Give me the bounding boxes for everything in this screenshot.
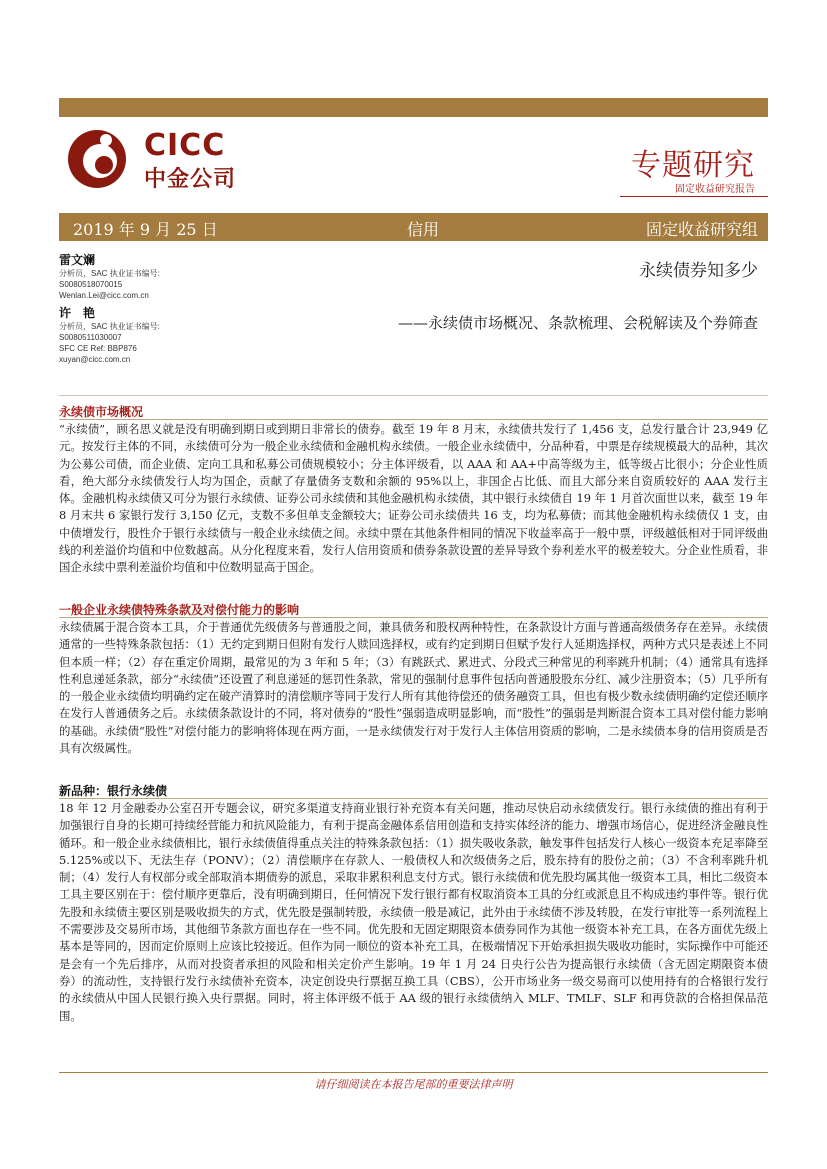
info-band: [59, 213, 768, 241]
author-card: [59, 305, 279, 365]
section-body: 永续债属于混合资本工具，介于普通优先级债务与普通股之间，兼具债务和股权两种特性，在条款设计方面与普通高级债务存在差异。永续债通常的一些特殊条款包括：（1）无约定到期日但附有发行人赎回选择权，或有约定到期日但赋予发行人延期选择权，两种方式只是表述上不同但本质一样；（2）存在重定价周期，最常见的为 3 年和 5 年；（3）有跳跃式、累进式、分段式三种常见的利率跳升机制；（4）通常具有选择性利息递延条款，部分“永续债”还设置了利息递延的惩罚性条款，常见的强制付息事件包括向普通股股东分红、减少注册资本；（5）几乎所有的一般企业永续债均明确约定在破产清算时的清偿顺序等同于发行人所有其他待偿还的债务融资工具，但也有极少数永续债明确约定偿还顺序在发行人普通债务之后。永续债条款设计的不同，将对债券的“股性”强弱造成明显影响，而“股性”的强弱是判断混合资本工具对偿付能力影响的基础。永续债“股性”对偿付能力的影响将体现在两方面，一是永续债发行对于发行人主体信用资质的影响，二是永续债本身的信用资质是否具有次级属性。: [59, 620, 768, 756]
cicc-logo-icon: [66, 128, 128, 190]
author-cert: S0080511030007: [59, 333, 122, 342]
report-category: 信用: [407, 220, 440, 239]
section-rule: [59, 419, 768, 420]
footer-rule: [59, 1072, 768, 1073]
report-type: 专题研究: [631, 148, 755, 183]
research-group: 固定收益研究组: [645, 220, 758, 239]
section-heading: 新品种：银行永续债: [59, 784, 168, 798]
subtype-rule: [620, 196, 768, 197]
report-title: 永续债券知多少: [639, 261, 758, 281]
author-role: 分析员，SAC 执业证书编号:: [59, 269, 160, 278]
author-name: 许 艳: [59, 306, 96, 320]
author-name: 雷文斓: [59, 253, 96, 267]
logo-text-cn: 中金公司: [144, 167, 237, 192]
report-date: 2019 年 9 月 25 日: [73, 220, 218, 239]
report-subtype: 固定收益研究报告: [675, 184, 755, 195]
section-heading: 一般企业永续债特殊条款及对偿付能力的影响: [59, 603, 300, 617]
header-separator: [59, 395, 768, 396]
author-card: [59, 252, 279, 301]
section-rule: [59, 798, 768, 799]
author-cert: S0080518070015: [59, 280, 123, 289]
report-subtitle: ——永续债市场概况、条款梳理、会税解读及个券筛查: [397, 314, 758, 332]
cicc-logo: [66, 128, 256, 190]
author-email[interactable]: Wenlan.Lei@cicc.com.cn: [59, 291, 149, 300]
author-email[interactable]: xuyan@cicc.com.cn: [59, 355, 131, 364]
top-decor-bar: [59, 98, 768, 117]
legal-notice[interactable]: 请仔细阅读在本报告尾部的重要法律声明: [314, 1078, 513, 1091]
author-list: [59, 252, 279, 369]
author-role: 分析员，SAC 执业证书编号:: [59, 322, 160, 331]
section-heading: 永续债市场概况: [59, 405, 144, 419]
logo-text-en: CICC: [144, 128, 226, 163]
section-rule: [59, 617, 768, 618]
section-body: “永续债”，顾名思义就是没有明确到期日或到期日非常长的债券。截至 19 年 8 月末，永续债共发行了 1,456 支，总发行量合计 23,949 亿元。按发行主体的不同，永续债可分为一般企业永续债和金融机构永续债。一般企业永续债中，分品种看，中票是存续规模最大的品种，其次为公募公司债，而企业债、定向工具和私募公司债规模较小；分主体评级看，以 AAA 和 AA+中高等级为主，低等级占比很小；分企业性质看，绝大部分永续债发行人均为国企，贡献了存量债务支数和余额的 95%以上，非国企占比低、而且大部分来自资质较好的 AAA 发行主体。金融机构永续债又可分为银行永续债、证券公司永续债和其他金融机构永续债，其中银行永续债自 19 年 1 月首次面世以来，截至 19 年 8 月末共 6 家银行发行 3,150 亿元，支数不多但单支金额较大；证券公司永续债共 16 支，均为私募债；而其他金融机构永续债仅 1 支，由中债增发行，股性介于银行永续债与一般企业永续债之间。永续中票在其他条件相同的情况下收益率高于一般中票，评级越低相对于同评级曲线的利差溢价均值和中位数越高。从分化程度来看，发行人信用资质和债券条款设置的差异导致个券利差水平的极差较大。分企业性质看，非国企永续中票利差溢价均值和中位数明显高于国企。: [59, 422, 768, 575]
author-sfc-ref: SFC CE Ref: BBP876: [59, 344, 137, 353]
section-body: 18 年 12 月金融委办公室召开专题会议，研究多渠道支持商业银行补充资本有关问题，推动尽快启动永续债发行。银行永续债的推出有利于加强银行自身的长期可持续经营能力和抗风险能力，有利于提高金融体系信用创造和支持实体经济的能力、增强市场信心，促进经济金融良性循环。和一般企业永续债相比，银行永续债值得重点关注的特殊条款包括：（1）损失吸收条款，触发事件包括发行人核心一级资本充足率降至 5.125%或以下、无法生存（PONV）；（2）清偿顺序在存款人、一般债权人和次级债务之后，股东持有的股份之前；（3）不含利率跳升机制；（4）发行人有权部分或全部取消本期债券的派息，采取非累积利息支付方式。银行永续债和优先股均属其他一级资本工具，相比二级资本工具主要区别在于：偿付顺序更靠后，没有明确到期日，任何情况下发行银行都有权取消资本工具的分红或派息且不构成违约事件等。银行优先股和永续债主要区别是吸收损失的方式，优先股是强制转股，永续债一般是减记，此外由于永续债不涉及转股，在发行审批等一系列流程上不需要涉及交易所市场，其他细节条款方面也存在一些不同。优先股和无固定期限资本债券同作为其他一级资本补充工具，在各方面优先级上基本是等同的，因而定价原则上应该比较接近。但作为同一顺位的资本补充工具，在极端情况下开始承担损失吸收功能时，实际操作中可能还是会有一个先后排序，从而对投资者承担的风险和相关定价产生影响。19 年 1 月 24 日央行公告为提高银行永续债（含无固定期限资本债券）的流动性，支持银行发行永续债补充资本，决定创设央行票据互换工具（CBS），公开市场业务一级交易商可以使用持有的合格银行发行的永续债从中国人民银行换入央行票据。同时，将主体评级不低于 AA 级的银行永续债纳入 MLF、TMLF、SLF 和再贷款的合格担保品范围。: [59, 801, 768, 1023]
